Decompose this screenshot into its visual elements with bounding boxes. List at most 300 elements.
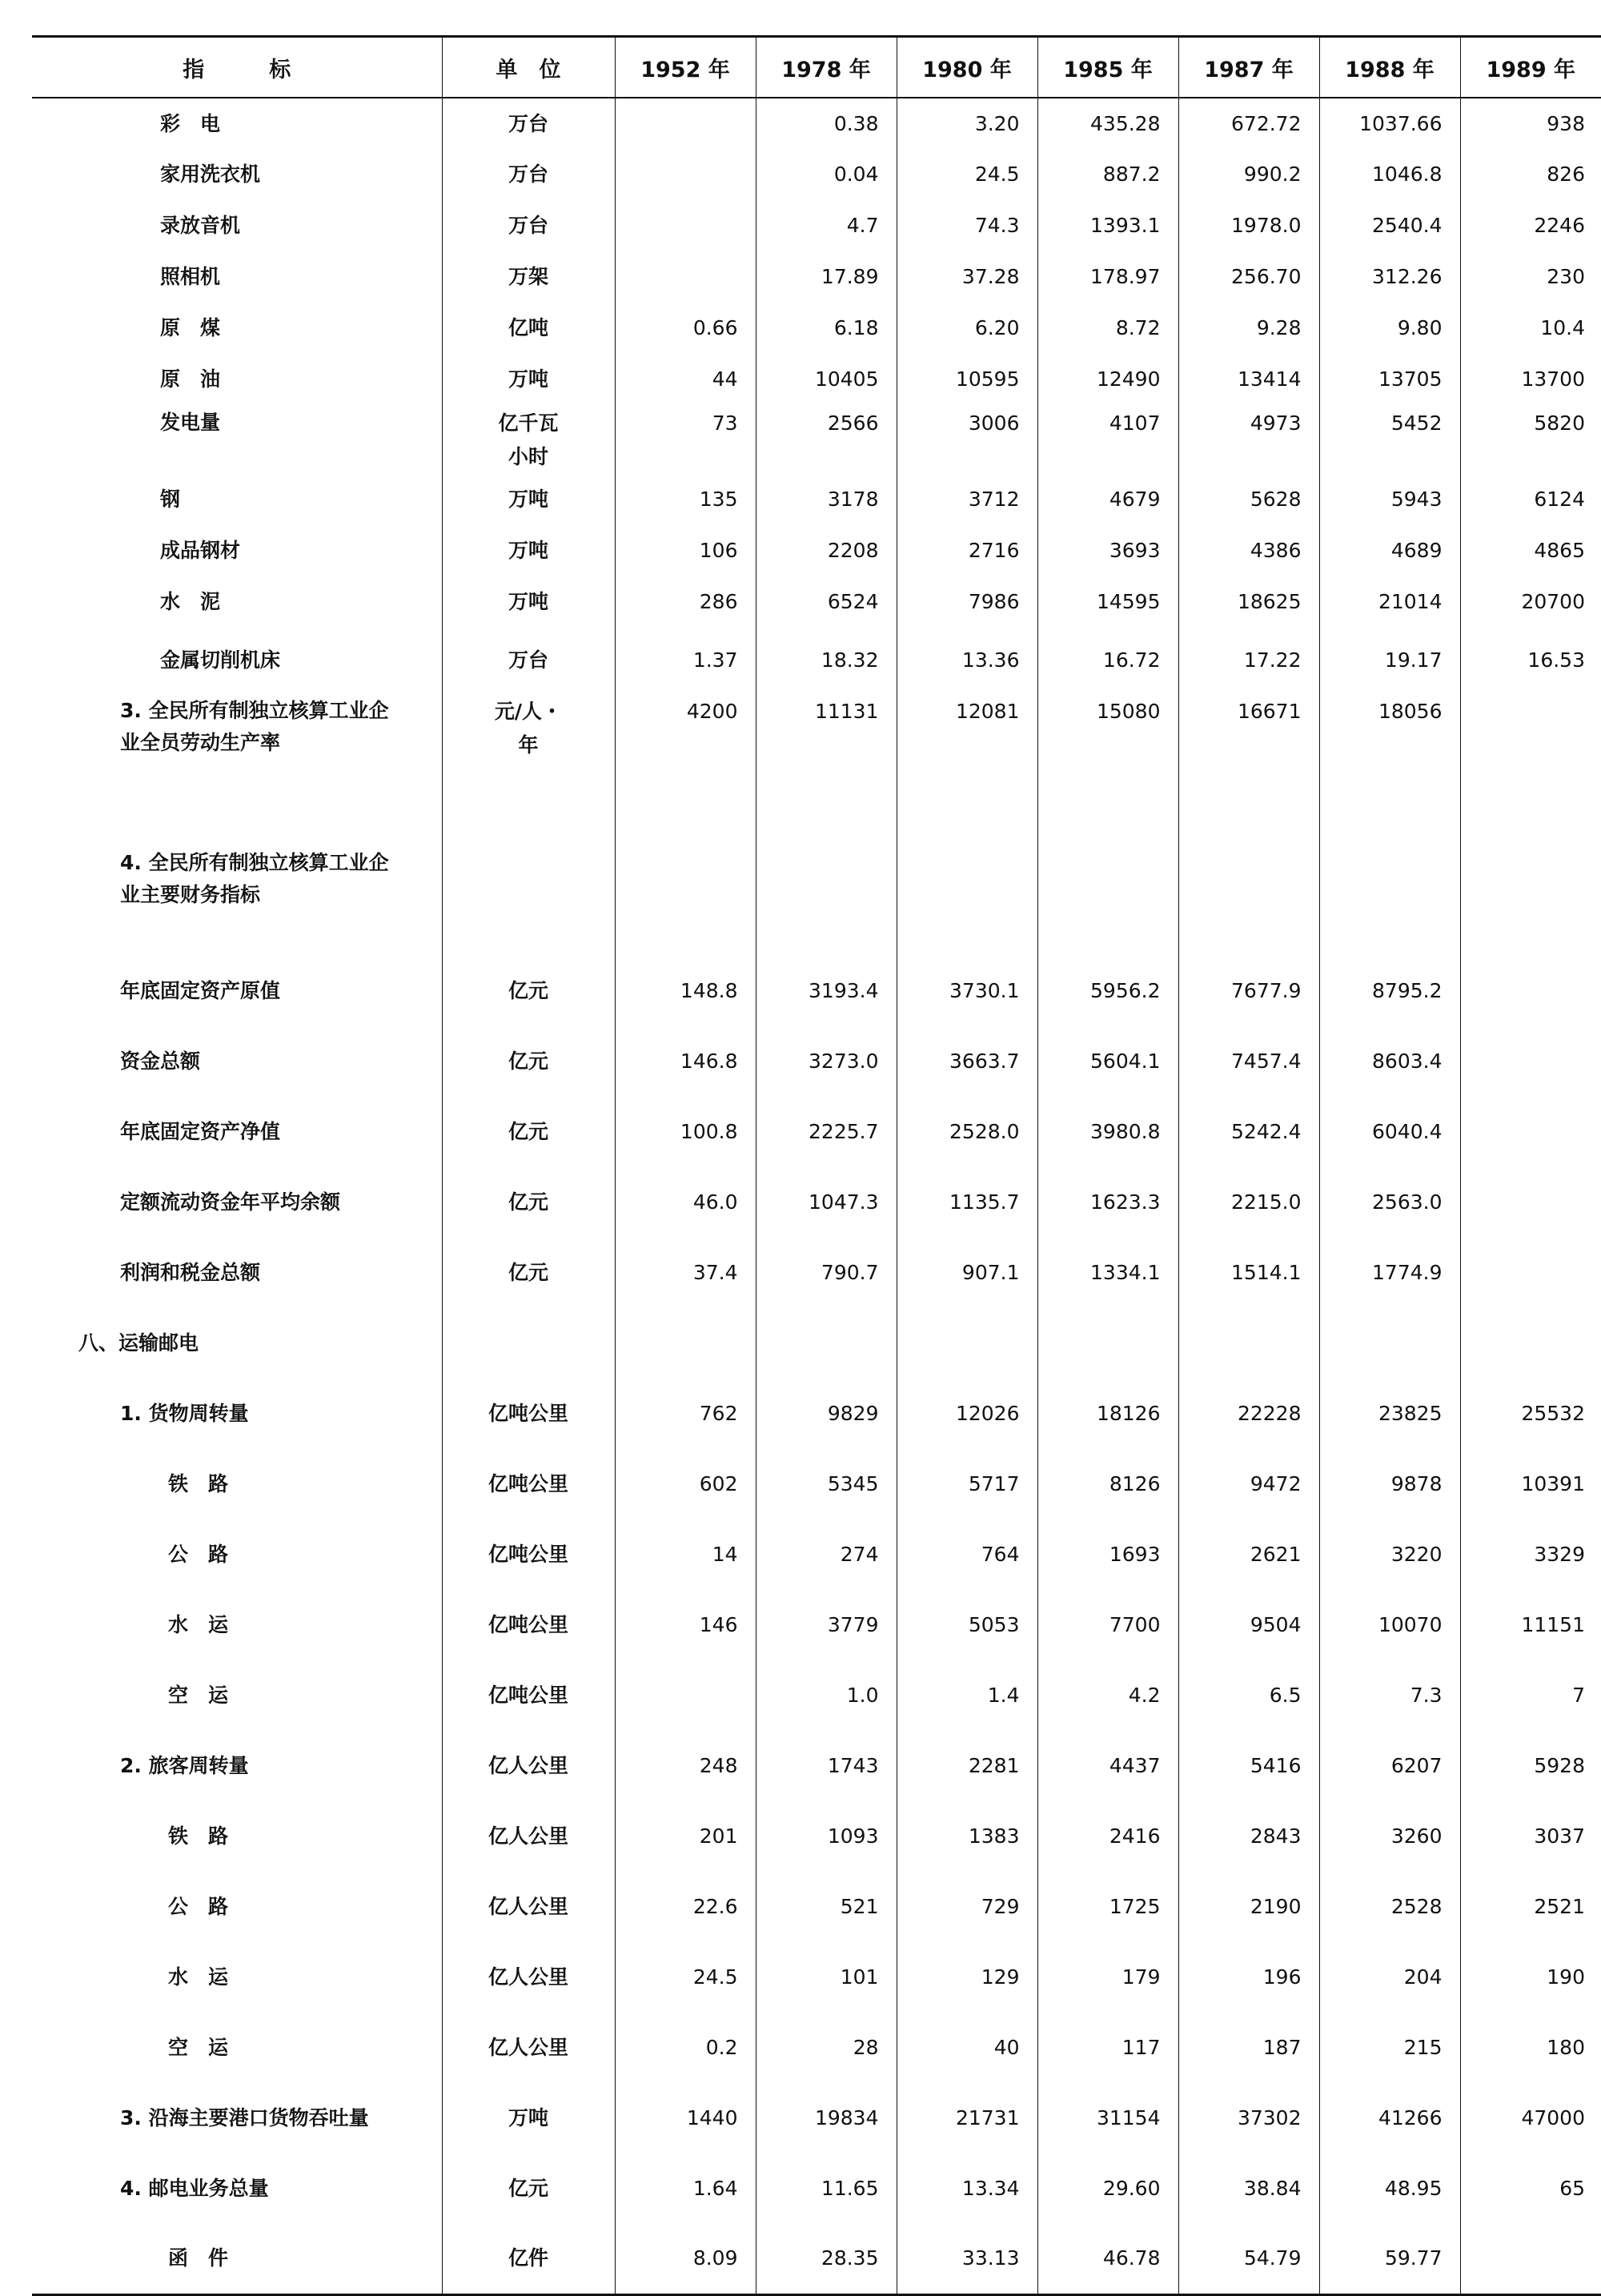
unit-cell: 亿千瓦小时 xyxy=(442,405,615,474)
unit-cell: 亿吨公里 xyxy=(442,1590,615,1660)
value-cell: 13414 xyxy=(1178,354,1319,405)
value-cell: 12081 xyxy=(897,693,1037,834)
value-cell: 4689 xyxy=(1319,525,1460,576)
table-row xyxy=(32,1801,1601,1872)
table-row xyxy=(32,1590,1601,1660)
value-cell: 5345 xyxy=(756,1449,897,1519)
header-year: 1989 年 xyxy=(1460,37,1601,98)
indicator-cell: 年底固定资产净值 xyxy=(32,1097,442,1167)
value-cell xyxy=(1178,834,1319,956)
unit-cell: 万台 xyxy=(442,628,615,693)
value-cell: 13700 xyxy=(1521,367,1585,391)
value-cell: 6040.4 xyxy=(1319,1097,1460,1167)
unit-cell xyxy=(442,1308,615,1379)
unit-cell: 亿元 xyxy=(442,1167,615,1238)
indicator-cell: 铁 路 xyxy=(32,1801,442,1872)
table-row xyxy=(32,1872,1601,1942)
value-cell: 826 xyxy=(1547,163,1585,186)
value-cell: 602 xyxy=(615,1449,756,1519)
value-cell: 215 xyxy=(1319,2013,1460,2083)
indicator-cell: 公 路 xyxy=(32,1872,442,1942)
indicator-cell: 3. 全民所有制独立核算工业企业全员劳动生产率 xyxy=(32,693,442,834)
value-cell: 2281 xyxy=(897,1731,1037,1801)
indicator-cell: 空 运 xyxy=(32,1660,442,1731)
value-cell: 3273.0 xyxy=(756,1026,897,1097)
value-cell: 2528.0 xyxy=(897,1097,1037,1167)
value-cell: 9.80 xyxy=(1319,303,1460,354)
header-row xyxy=(32,37,1601,98)
value-cell xyxy=(1460,1167,1601,1238)
indicator-cell: 原 煤 xyxy=(32,303,442,354)
indicator-cell: 1. 货物周转量 xyxy=(32,1379,442,1449)
header-year: 1988 年 xyxy=(1319,37,1460,98)
value-cell: 48.95 xyxy=(1319,2154,1460,2224)
value-cell: 4386 xyxy=(1178,525,1319,576)
value-cell: 16.72 xyxy=(1037,628,1178,693)
value-cell: 2521 xyxy=(1534,1895,1585,1918)
value-cell: 3037 xyxy=(1534,1824,1585,1848)
value-cell: 37.4 xyxy=(615,1238,756,1308)
table-row xyxy=(32,2154,1601,2224)
value-cell: 9829 xyxy=(756,1379,897,1449)
value-cell: 274 xyxy=(756,1519,897,1590)
value-cell: 1.4 xyxy=(897,1660,1037,1731)
value-cell: 6524 xyxy=(756,576,897,628)
unit-cell: 亿元 xyxy=(442,956,615,1026)
unit-cell: 万吨 xyxy=(442,354,615,405)
value-cell: 286 xyxy=(615,576,756,628)
value-cell: 10.4 xyxy=(1540,316,1585,339)
value-cell xyxy=(1319,1308,1460,1379)
table-row xyxy=(32,354,1601,405)
value-cell: 3260 xyxy=(1319,1801,1460,1872)
value-cell: 10070 xyxy=(1319,1590,1460,1660)
table-row xyxy=(32,1167,1601,1238)
value-cell: 7700 xyxy=(1037,1590,1178,1660)
indicator-cell: 录放音机 xyxy=(32,200,442,251)
value-cell: 1978.0 xyxy=(1178,200,1319,251)
value-cell xyxy=(615,834,756,956)
indicator-cell: 空 运 xyxy=(32,2013,442,2083)
indicator-cell: 水 泥 xyxy=(32,576,442,628)
value-cell: 13705 xyxy=(1319,354,1460,405)
value-cell xyxy=(1460,2224,1601,2294)
value-cell: 3178 xyxy=(756,474,897,525)
table-row xyxy=(32,474,1601,525)
value-cell: 14595 xyxy=(1037,576,1178,628)
indicator-cell: 年底固定资产原值 xyxy=(32,956,442,1026)
value-cell: 10405 xyxy=(756,354,897,405)
value-cell: 3.20 xyxy=(897,98,1037,149)
indicator-cell: 水 运 xyxy=(32,1590,442,1660)
value-cell: 4973 xyxy=(1178,405,1319,474)
value-cell xyxy=(1037,1308,1178,1379)
value-cell: 3220 xyxy=(1319,1519,1460,1590)
table-row xyxy=(32,1449,1601,1519)
value-cell: 17.22 xyxy=(1178,628,1319,693)
value-cell: 230 xyxy=(1547,265,1585,288)
value-cell: 521 xyxy=(756,1872,897,1942)
unit-cell: 亿人公里 xyxy=(442,1942,615,2013)
value-cell xyxy=(897,1308,1037,1379)
table-row xyxy=(32,2083,1601,2154)
value-cell: 129 xyxy=(897,1942,1037,2013)
value-cell: 38.84 xyxy=(1178,2154,1319,2224)
value-cell: 29.60 xyxy=(1037,2154,1178,2224)
header-year: 1987 年 xyxy=(1178,37,1319,98)
value-cell: 204 xyxy=(1319,1942,1460,2013)
value-cell: 256.70 xyxy=(1178,251,1319,303)
value-cell: 65 xyxy=(1559,2177,1585,2200)
value-cell: 11151 xyxy=(1521,1613,1585,1636)
value-cell: 5928 xyxy=(1534,1754,1585,1777)
value-cell: 180 xyxy=(1547,2036,1585,2059)
value-cell: 2843 xyxy=(1178,1801,1319,1872)
value-cell: 4.2 xyxy=(1037,1660,1178,1731)
value-cell: 28.35 xyxy=(756,2224,897,2294)
table-row xyxy=(32,200,1601,251)
value-cell xyxy=(1460,693,1601,834)
value-cell: 23825 xyxy=(1319,1379,1460,1449)
value-cell xyxy=(615,1308,756,1379)
value-cell: 990.2 xyxy=(1178,149,1319,200)
value-cell: 1135.7 xyxy=(897,1167,1037,1238)
value-cell: 37302 xyxy=(1178,2083,1319,2154)
header-year: 1952 年 xyxy=(615,37,756,98)
value-cell: 3329 xyxy=(1534,1543,1585,1566)
value-cell: 5053 xyxy=(897,1590,1037,1660)
value-cell: 2563.0 xyxy=(1319,1167,1460,1238)
indicator-cell: 函 件 xyxy=(32,2224,442,2294)
value-cell: 2208 xyxy=(756,525,897,576)
value-cell xyxy=(615,1660,756,1731)
header-year: 1980 年 xyxy=(897,37,1037,98)
value-cell: 0.38 xyxy=(756,98,897,149)
value-cell: 2246 xyxy=(1534,214,1585,237)
unit-cell: 元/人・年 xyxy=(442,693,615,834)
header-year: 1985 年 xyxy=(1037,37,1178,98)
value-cell: 179 xyxy=(1037,1942,1178,2013)
value-cell xyxy=(756,1308,897,1379)
indicator-cell: 彩 电 xyxy=(32,98,442,149)
value-cell: 16.53 xyxy=(1527,648,1585,672)
value-cell: 16671 xyxy=(1178,693,1319,834)
indicator-cell: 钢 xyxy=(32,474,442,525)
value-cell: 28 xyxy=(756,2013,897,2083)
value-cell: 187 xyxy=(1178,2013,1319,2083)
value-cell xyxy=(615,149,756,200)
value-cell: 37.28 xyxy=(897,251,1037,303)
value-cell: 59.77 xyxy=(1319,2224,1460,2294)
value-cell: 1514.1 xyxy=(1178,1238,1319,1308)
unit-cell: 亿吨公里 xyxy=(442,1519,615,1590)
value-cell: 54.79 xyxy=(1178,2224,1319,2294)
unit-cell xyxy=(442,834,615,956)
value-cell: 7 xyxy=(1572,1684,1585,1707)
indicator-cell: 定额流动资金年平均余额 xyxy=(32,1167,442,1238)
value-cell: 46.78 xyxy=(1037,2224,1178,2294)
value-cell: 19.17 xyxy=(1319,628,1460,693)
value-cell: 22.6 xyxy=(615,1872,756,1942)
table-row xyxy=(32,98,1601,149)
value-cell: 3663.7 xyxy=(897,1026,1037,1097)
value-cell: 11.65 xyxy=(756,2154,897,2224)
indicator-cell: 原 油 xyxy=(32,354,442,405)
value-cell xyxy=(615,251,756,303)
indicator-cell: 家用洗衣机 xyxy=(32,149,442,200)
value-cell: 5452 xyxy=(1319,405,1460,474)
header-unit: 单 位 xyxy=(442,37,615,98)
value-cell: 117 xyxy=(1037,2013,1178,2083)
unit-cell: 万架 xyxy=(442,251,615,303)
value-cell: 790.7 xyxy=(756,1238,897,1308)
table-row xyxy=(32,251,1601,303)
value-cell: 13.34 xyxy=(897,2154,1037,2224)
value-cell: 74.3 xyxy=(897,200,1037,251)
value-cell: 3980.8 xyxy=(1037,1097,1178,1167)
unit-cell: 亿件 xyxy=(442,2224,615,2294)
value-cell: 0.04 xyxy=(756,149,897,200)
table-row xyxy=(32,1519,1601,1590)
header-year: 1978 年 xyxy=(756,37,897,98)
value-cell: 4865 xyxy=(1534,539,1585,562)
value-cell: 2225.7 xyxy=(756,1097,897,1167)
table-row xyxy=(32,1660,1601,1731)
unit-cell: 万台 xyxy=(442,98,615,149)
value-cell: 146.8 xyxy=(615,1026,756,1097)
value-cell: 8.09 xyxy=(615,2224,756,2294)
value-cell: 1093 xyxy=(756,1801,897,1872)
value-cell: 248 xyxy=(615,1731,756,1801)
unit-cell: 亿元 xyxy=(442,1238,615,1308)
indicator-cell: 4. 全民所有制独立核算工业企业主要财务指标 xyxy=(32,834,442,956)
table-row xyxy=(32,956,1601,1026)
unit-cell: 万吨 xyxy=(442,525,615,576)
value-cell: 1.64 xyxy=(615,2154,756,2224)
value-cell: 5956.2 xyxy=(1037,956,1178,1026)
value-cell: 9472 xyxy=(1178,1449,1319,1519)
value-cell: 8126 xyxy=(1037,1449,1178,1519)
value-cell: 3779 xyxy=(756,1590,897,1660)
value-cell: 18126 xyxy=(1037,1379,1178,1449)
value-cell: 20700 xyxy=(1521,590,1585,613)
value-cell: 6.18 xyxy=(756,303,897,354)
value-cell: 41266 xyxy=(1319,2083,1460,2154)
table-row xyxy=(32,1379,1601,1449)
table-row xyxy=(32,303,1601,354)
value-cell: 764 xyxy=(897,1519,1037,1590)
indicator-cell: 2. 旅客周转量 xyxy=(32,1731,442,1801)
value-cell: 7457.4 xyxy=(1178,1026,1319,1097)
value-cell xyxy=(1460,1238,1601,1308)
value-cell: 4200 xyxy=(615,693,756,834)
value-cell: 146 xyxy=(615,1590,756,1660)
unit-cell: 万台 xyxy=(442,149,615,200)
value-cell: 9878 xyxy=(1319,1449,1460,1519)
value-cell: 6.5 xyxy=(1178,1660,1319,1731)
indicator-cell: 资金总额 xyxy=(32,1026,442,1097)
unit-cell: 亿吨 xyxy=(442,303,615,354)
value-cell: 46.0 xyxy=(615,1167,756,1238)
unit-cell: 亿元 xyxy=(442,2154,615,2224)
unit-cell: 亿人公里 xyxy=(442,1801,615,1872)
value-cell: 1774.9 xyxy=(1319,1238,1460,1308)
value-cell: 178.97 xyxy=(1037,251,1178,303)
value-cell: 5717 xyxy=(897,1449,1037,1519)
value-cell: 762 xyxy=(615,1379,756,1449)
value-cell: 33.13 xyxy=(897,2224,1037,2294)
value-cell: 22228 xyxy=(1178,1379,1319,1449)
value-cell xyxy=(615,200,756,251)
value-cell: 435.28 xyxy=(1037,98,1178,149)
table-row xyxy=(32,1097,1601,1167)
indicator-cell: 公 路 xyxy=(32,1519,442,1590)
value-cell xyxy=(1460,956,1601,1026)
value-cell: 312.26 xyxy=(1319,251,1460,303)
value-cell: 5628 xyxy=(1178,474,1319,525)
value-cell xyxy=(1319,834,1460,956)
table-row xyxy=(32,2224,1601,2294)
table-body xyxy=(32,98,1601,2294)
value-cell xyxy=(1460,1097,1601,1167)
value-cell: 21014 xyxy=(1319,576,1460,628)
value-cell: 2190 xyxy=(1178,1872,1319,1942)
value-cell: 4.7 xyxy=(756,200,897,251)
unit-cell: 亿吨公里 xyxy=(442,1449,615,1519)
value-cell: 73 xyxy=(615,405,756,474)
value-cell xyxy=(1460,834,1601,956)
indicator-cell: 八、运输邮电 xyxy=(32,1308,442,1379)
unit-cell: 万吨 xyxy=(442,2083,615,2154)
value-cell: 1440 xyxy=(615,2083,756,2154)
value-cell: 1.0 xyxy=(756,1660,897,1731)
value-cell: 10391 xyxy=(1521,1472,1585,1495)
value-cell: 8795.2 xyxy=(1319,956,1460,1026)
value-cell: 6207 xyxy=(1319,1731,1460,1801)
value-cell: 135 xyxy=(615,474,756,525)
table-row xyxy=(32,1026,1601,1097)
value-cell: 15080 xyxy=(1037,693,1178,834)
value-cell: 201 xyxy=(615,1801,756,1872)
value-cell: 6.20 xyxy=(897,303,1037,354)
table-row xyxy=(32,2013,1601,2083)
table-row xyxy=(32,576,1601,628)
value-cell: 907.1 xyxy=(897,1238,1037,1308)
value-cell: 938 xyxy=(1547,111,1585,135)
value-cell: 2215.0 xyxy=(1178,1167,1319,1238)
value-cell: 13.36 xyxy=(897,628,1037,693)
table-row xyxy=(32,405,1601,474)
value-cell: 3193.4 xyxy=(756,956,897,1026)
value-cell: 4437 xyxy=(1037,1731,1178,1801)
value-cell: 190 xyxy=(1547,1965,1585,1989)
unit-cell: 亿吨公里 xyxy=(442,1660,615,1731)
value-cell: 2528 xyxy=(1319,1872,1460,1942)
value-cell: 887.2 xyxy=(1037,149,1178,200)
value-cell: 21731 xyxy=(897,2083,1037,2154)
value-cell: 25532 xyxy=(1521,1402,1585,1425)
table-row xyxy=(32,1238,1601,1308)
value-cell xyxy=(897,834,1037,956)
unit-cell: 亿人公里 xyxy=(442,1872,615,1942)
value-cell: 3693 xyxy=(1037,525,1178,576)
unit-cell: 万吨 xyxy=(442,576,615,628)
table-row xyxy=(32,525,1601,576)
indicator-cell: 发电量 xyxy=(32,405,442,474)
value-cell: 0.66 xyxy=(615,303,756,354)
value-cell: 4679 xyxy=(1037,474,1178,525)
value-cell: 47000 xyxy=(1521,2106,1585,2129)
value-cell: 5242.4 xyxy=(1178,1097,1319,1167)
value-cell xyxy=(1037,834,1178,956)
value-cell: 1393.1 xyxy=(1037,200,1178,251)
unit-cell: 亿人公里 xyxy=(442,1731,615,1801)
value-cell xyxy=(1460,1026,1601,1097)
value-cell: 9504 xyxy=(1178,1590,1319,1660)
value-cell: 19834 xyxy=(756,2083,897,2154)
indicator-cell: 利润和税金总额 xyxy=(32,1238,442,1308)
value-cell: 44 xyxy=(615,354,756,405)
value-cell xyxy=(615,98,756,149)
value-cell: 12490 xyxy=(1037,354,1178,405)
value-cell: 5416 xyxy=(1178,1731,1319,1801)
value-cell: 729 xyxy=(897,1872,1037,1942)
value-cell: 2716 xyxy=(897,525,1037,576)
value-cell: 8603.4 xyxy=(1319,1026,1460,1097)
value-cell: 1693 xyxy=(1037,1519,1178,1590)
unit-cell: 亿元 xyxy=(442,1026,615,1097)
value-cell: 7.3 xyxy=(1319,1660,1460,1731)
table-row xyxy=(32,1308,1601,1379)
value-cell: 3730.1 xyxy=(897,956,1037,1026)
value-cell: 40 xyxy=(897,2013,1037,2083)
value-cell: 18.32 xyxy=(756,628,897,693)
value-cell: 8.72 xyxy=(1037,303,1178,354)
value-cell: 24.5 xyxy=(897,149,1037,200)
value-cell: 11131 xyxy=(756,693,897,834)
value-cell: 106 xyxy=(615,525,756,576)
value-cell: 18056 xyxy=(1319,693,1460,834)
value-cell: 5604.1 xyxy=(1037,1026,1178,1097)
value-cell: 196 xyxy=(1178,1942,1319,2013)
value-cell: 24.5 xyxy=(615,1942,756,2013)
value-cell: 18625 xyxy=(1178,576,1319,628)
value-cell: 1046.8 xyxy=(1319,149,1460,200)
value-cell: 7677.9 xyxy=(1178,956,1319,1026)
indicator-cell: 水 运 xyxy=(32,1942,442,2013)
unit-cell: 万台 xyxy=(442,200,615,251)
value-cell: 14 xyxy=(615,1519,756,1590)
indicator-cell: 4. 邮电业务总量 xyxy=(32,2154,442,2224)
header-indicator: 指 标 xyxy=(32,37,442,98)
value-cell: 1.37 xyxy=(615,628,756,693)
value-cell: 1037.66 xyxy=(1319,98,1460,149)
value-cell: 12026 xyxy=(897,1379,1037,1449)
value-cell: 1047.3 xyxy=(756,1167,897,1238)
value-cell: 101 xyxy=(756,1942,897,2013)
value-cell: 6124 xyxy=(1534,488,1585,511)
value-cell xyxy=(1460,1308,1601,1379)
value-cell: 3712 xyxy=(897,474,1037,525)
value-cell: 100.8 xyxy=(615,1097,756,1167)
value-cell: 1623.3 xyxy=(1037,1167,1178,1238)
value-cell: 3006 xyxy=(897,405,1037,474)
table-row xyxy=(32,149,1601,200)
value-cell: 5820 xyxy=(1534,411,1585,435)
unit-cell: 万吨 xyxy=(442,474,615,525)
value-cell: 1743 xyxy=(756,1731,897,1801)
table-row xyxy=(32,1942,1601,2013)
